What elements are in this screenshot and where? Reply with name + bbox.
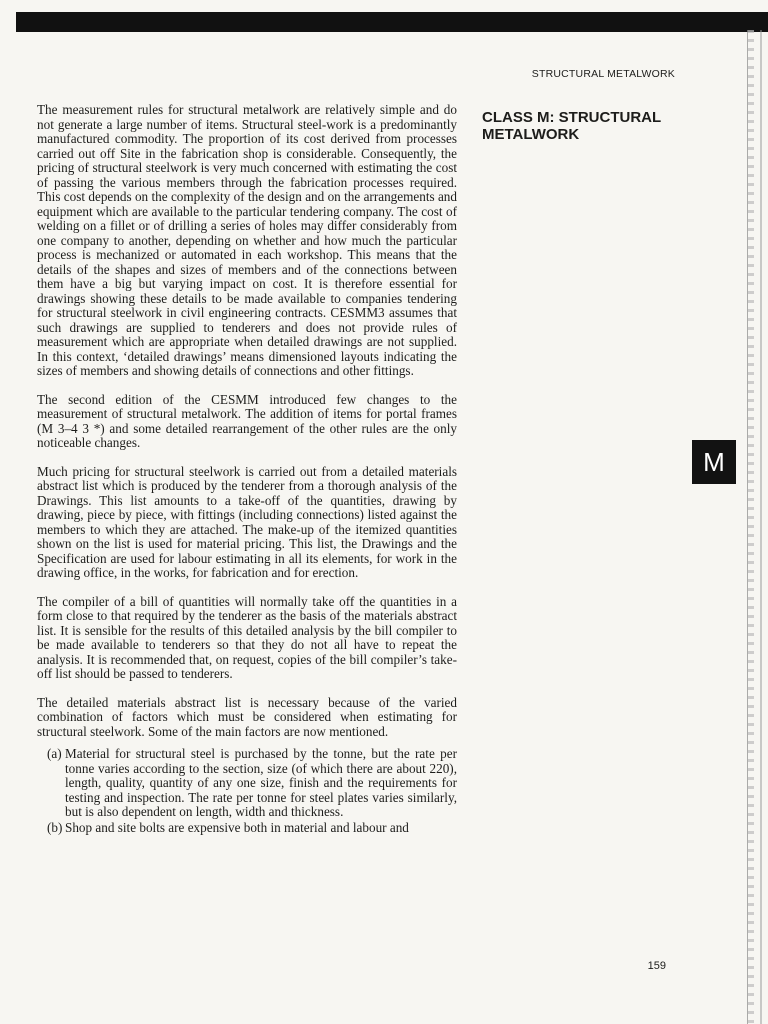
running-head: STRUCTURAL METALWORK [531,68,675,80]
top-scan-bar [16,12,768,32]
factor-list [37,747,457,835]
paragraph: The detailed materials abstract list is necessary because of the varied combination of factors which must be considered when estimating for structural steelwork. Some of the main factors are now mentioned. [37,694,457,739]
section-title: CLASS M: STRUCTURAL METALWORK [482,109,661,143]
list-item [37,821,457,836]
page-edge-line [760,30,762,1024]
list-item-label: (a) [47,746,62,761]
list-item [37,747,457,820]
body-text [37,103,457,836]
page-number: 159 [647,960,666,972]
list-item-label: (b) [47,819,63,835]
paragraph: The compiler of a bill of quantities will normally take off the quantities in a form close to that required by the tenderer as the basis of the materials abstract list. It is sensible for the results of this detailed analysis by the bill compiler to be made available to tenderers so that they do not all have to repeat the analysis. It is recommended that, on request, copies of the bill compiler’s take-off list should be passed to tenderers. [37,593,457,681]
paragraph: The second edition of the CESMM introduced few changes to the measurement of structural metalwork. The addition of items for portal frames (M 3–4 3 *) and some detailed rearrangement of the other rules are the only noticeable changes. [37,391,457,450]
paragraph: Much pricing for structural steelwork is carried out from a detailed materials abstract list which is produced by the tenderer from a thorough analysis of the Drawings. This list amounts to a take-off of the quantities, drawing by drawing, piece by piece, with fittings (including connections) listed against the members to which they are attached. The make-up of the itemized quantities shown on the list is used for material pricing. This list, the Drawings and the Specification are used for labour estimating in all its elements, for work in the drawing office, in the works, for fabrication and for erection. [37,463,457,580]
list-item-text: Material for structural steel is purchased by the tonne, but the rate per tonne varies according to the section, size (of which there are about 220), length, quality, quantity of any one size, finish and the requirements for testing and inspection. The rate per tonne for steel plates varies similarly, but is also dependent on length, width and thickness. [65,746,457,819]
list-item-text: Shop and site bolts are expensive both in material and labour and [65,819,409,835]
paragraph: The measurement rules for structural metalwork are relatively simple and do not generate a large number of items. Structural steel-work is a predominantly manufactured commodity. The proportion of its cost derived from processes carried out off Site in the fabrication shop is considerable. Consequently, the pricing of structural steelwork is very much concerned with estimating the cost of passing the various members through the fabrication processes required. This cost depends on the complexity of the design and on the arrangements and equipment which are available to the particular tendering company. The cost of welding on a fillet or of drilling a series of holes may differ considerably from one company to another, depending on whether and how much the particular process is mechanized or automated in each workshop. This means that the details of the shapes and sizes of members and of the connections between them have a big but varying impact on cost. It is therefore essential for drawings showing these details to be made available to companies tendering for structural steelwork in civil engineering contracts. CESMM3 assumes that such drawings are supplied to tenderers and does not provide rules of measurement which are appropriate when detailed drawings are not supplied. In this context, ‘detailed drawings’ means dimensioned layouts indicating the sizes of members and showing details of connections and other fittings. [37,102,457,378]
section-tab: M [692,440,736,484]
page-edge-shadow [747,30,754,1024]
